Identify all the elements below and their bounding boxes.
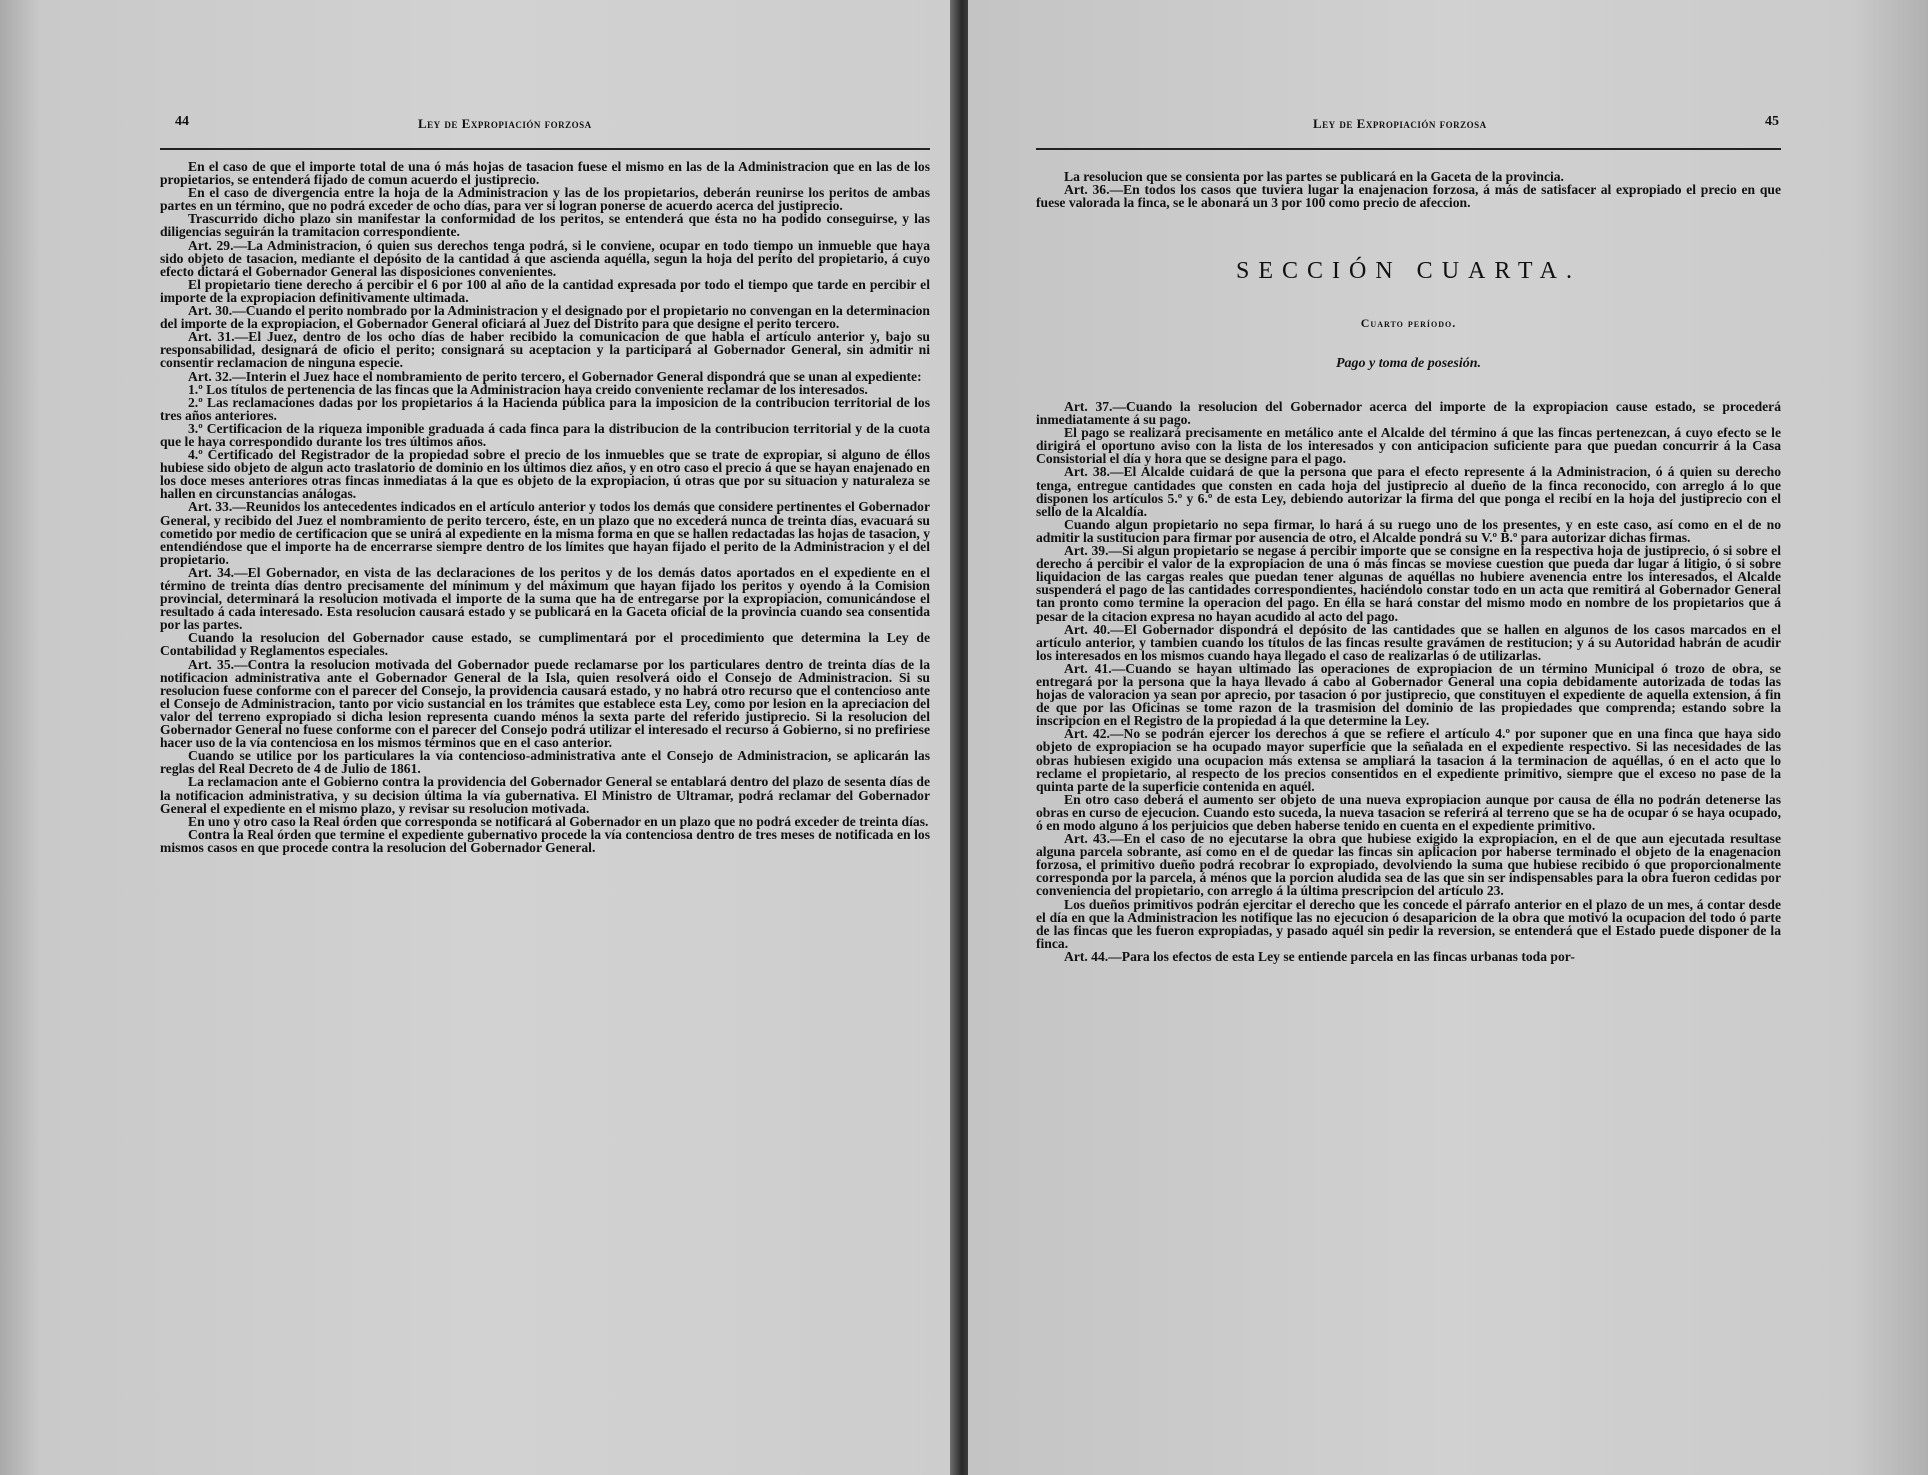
paragraph: 2.º Las reclamaciones dadas por los propietarios á la Hacienda pública para la imposicion de la contribucion territorial de los tres años anteriores. [160, 394, 930, 423]
period-subtitle: Pago y toma de posesión. [1335, 356, 1482, 371]
paragraph: Art. 40.—El Gobernador dispondrá el depósito de las cantidades que se hallen en algunos de los casos marcados en el artículo anterior, y tambien cuando los títulos de las fincas resulte gravámen de restitucion; y á su Autoridad habrán de acudir los interesados en los mismos cuando haya llegado el caso de realizarlas ó de utilizarlas. [1036, 621, 1781, 663]
paragraph: Cuando se utilice por los particulares la vía contencioso-administrativa ante el Consejo de Administracion, se aplicarán las reglas del Real Decreto de 4 de Julio de 1861. [160, 748, 930, 777]
right-body-text [1036, 400, 1781, 963]
paragraph: En el caso de que el importe total de una ó más hojas de tasacion fuese el mismo en las de la Administracion que en las de los propietarios, se entenderá fijado de comun acuerdo el justiprecio. [160, 159, 930, 188]
section-title: SECCIÓN CUARTA. [1236, 258, 1581, 284]
paragraph: El pago se realizará precisamente en metálico ante el Alcalde del término á que las fincas pertenezcan, á cuyo efecto se le dirigirá el oportuno aviso con la lista de los interesados y con anticipacion suficiente para que puedan concurrir á la Casa Consistorial el día y hora que se designe para el pago. [1036, 425, 1781, 467]
paragraph: Trascurrido dicho plazo sin manifestar la conformidad de los peritos, se entenderá que ésta no ha podido conseguirse, y las diligencias seguirán la tramitacion correspondiente. [160, 211, 930, 240]
paragraph: Art. 31.—El Juez, dentro de los ocho días de haber recibido la comunicacion de que habla el artículo anterior y, bajo su responsabilidad, designará de oficio el perito; consignará su aceptacion y la participará al Gobernador General, sin admitir ni consentir reclamacion de ninguna especie. [160, 329, 930, 371]
page-number-left: 44 [175, 114, 189, 129]
paragraph: Cuando la resolucion del Gobernador cause estado, se cumplimentará por el procedimiento que determina la Ley de Contabilidad y Reglamentos especiales. [160, 630, 930, 659]
paragraph: Art. 33.—Reunidos los antecedentes indicados en el artículo anterior y todos los demás que considere pertinentes el Gobernador General, y recibido del Juez el nombramiento de perito tercero, éste, en un plazo que no excederá nunca de treinta días, evacuará su cometido por medio de certificacion que se unirá al expediente en la misma forma en que se hallen redactadas las hojas de tasacion, y entendiéndose que el importe ha de encerrarse siempre dentro de los límites que hayan fijado el perito de la Administracion y el del propietario. [160, 499, 930, 567]
section-heading-block [1036, 258, 1781, 378]
paragraph: Art. 41.—Cuando se hayan ultimado las operaciones de expropiacion de un término Municipal ó trozo de obra, se entregará por la persona que la haya llevado á cabo al Gobernador General una copia debidamente autorizada de todas las hojas de valoracion ya sean por aprecio, por tasacion ó por justiprecio, que constituyen el expediente de aquella extension, á fin de que por las Oficinas se tome razon de la trasmision del dominio de las propiedades que comprenda; estando sobre la inscripcion en el Registro de la propiedad á la que determine la Ley. [1036, 660, 1781, 729]
paragraph: Art. 44.—Para los efectos de esta Ley se entiende parcela en las fincas urbanas toda por- [1064, 948, 1575, 964]
paragraph: En el caso de divergencia entre la hoja de la Administracion y las de los propietarios, deberán reunirse los peritos de ambas partes en un término, que no podrá exceder de ocho días, para ver si logran ponerse de acuerdo acerca del justiprecio. [160, 185, 930, 214]
paragraph: Art. 29.—La Administracion, ó quien sus derechos tenga podrá, si le conviene, ocupar en todo tiempo un inmueble que haya sido objeto de tasacion, mediante el depósito de la cantidad á que ascienda aquélla, segun la hoja del perito del propietario, á cuyo efecto dictará el Gobernador General las disposiciones convenientes. [160, 237, 930, 279]
paragraph: Art. 35.—Contra la resolucion motivada del Gobernador puede reclamarse por los particulares dentro de treinta días de la notificacion administrativa ante el Gobernador General de la Isla, quien resolverá oido el Consejo de Administracion. Si su resolucion fuese conforme con el parecer del Consejo, la providencia causará estado, y no habrá otro recurso que el contencioso ante el Consejo de Administracion, tanto por vicio sustancial en los trámites que establece esta Ley, como por lesion en la apreciacion del valor del terreno expropiado si dicha lesion representa cuando ménos la sexta parte del referido justiprecio. Si la resolucion del Gobernador General no fuese conforme con el parecer del Consejo podrá utilizar el interesado el recurso á Gobierno, si no prefiriese hacer uso de la vía contenciosa en los mismos términos que en el caso anterior. [160, 656, 930, 751]
paragraph: 4.º Certificado del Registrador de la propiedad sobre el precio de los inmuebles que se trate de expropiar, si alguno de éllos hubiese sido objeto de algun acto traslatorio de dominio en los últimos diez años, y en otro caso el precio á que se hayan enajenado en los doce meses anteriores otras fincas inmediatas á la que es objeto de la expropiacion, ú otras que por su situacion y naturaleza se hallen en circunstancias análogas. [160, 447, 930, 502]
paragraph: Art. 32.—Interin el Juez hace el nombramiento de perito tercero, el Gobernador General dispondrá que se unan al expediente: [188, 368, 922, 384]
left-body-text [160, 160, 930, 854]
paragraph: Los dueños primitivos podrán ejercitar el derecho que les concede el párrafo anterior en el plazo de un mes, á contar desde el día en que la Administracion les notifique las no ejecucion ó desaparicion de la obra que motivó la ocupacion del todo ó parte de las fincas que les fueron expropiadas, y pasado aquél sin pedir la reversion, se entenderá que el Estado puede disponer de la finca. [1036, 896, 1781, 951]
paragraph: 1.º Los títulos de pertenencia de las fincas que la Administracion haya creido conveniente reclamar de los interesados. [188, 381, 868, 397]
paragraph: Cuando algun propietario no sepa firmar, lo hará á su ruego uno de los presentes, y en este caso, así como en el de no admitir la sustitucion para firmar por ausencia de otro, el Alcalde pondrá su V.º B.º para autorizar dichas firmas. [1036, 516, 1781, 545]
paragraph: El propietario tiene derecho á percibir el 6 por 100 al año de la cantidad expresada por todo el tiempo que tarde en percibir el importe de la expropiacion definitivamente ultimada. [160, 276, 930, 305]
paragraph: Art. 36.—En todos los casos que tuviera lugar la enajenacion forzosa, á más de satisfacer al expropiado el precio en que fuese valorada la finca, se le abonará un 3 por 100 como precio de afeccion. [1036, 182, 1781, 211]
right-page [968, 0, 1928, 1475]
paragraph: Art. 39.—Si algun propietario se negase á percibir importe que se consigne en la respectiva hoja de justiprecio, ó si sobre el derecho á percibir el valor de la expropiacion de una ó más fincas se moviese cuestion que pueda dar lugar á litigio, ó si sobre liquidacion de las cargas reales que puedan tener algunas de aquéllas no hubiere avenencia entre los interesados, el Alcalde suspenderá el pago de las cantidades correspondientes, haciéndolo constar todo en un acta que remitirá al Gobernador General tan pronto como termine la operacion del pago. En élla se hará constar del mismo modo en nombre de los propietarios que á pesar de la citacion expresa no hayan acudido al acto del pago. [1036, 543, 1781, 624]
paragraph: Art. 34.—El Gobernador, en vista de las declaraciones de los peritos y de los demás datos aportados en el expediente en el término de treinta días dentro precisamente del mínimum y del máximum que hayan fijado los peritos y oyendo á la Comision provincial, determinará la resolucion motivada el importe de la suma que ha de entregarse por la expropiacion, comunicándose el resultado á cada interesado. Esta resolucion causará estado y se publicará en la Gaceta oficial de la provincia cuando sea consentida por las partes. [160, 564, 930, 633]
period-title: Cuarto período. [1360, 316, 1457, 330]
paragraph: En otro caso deberá el aumento ser objeto de una nueva expropiacion aunque por causa de élla no podrán detenerse las obras en curso de ejecucion. Cuando esto suceda, la nueva tasacion se referirá al terreno que se ha de ocupar ó se haya ocupado, ó en modo alguno á los perjuicios que deben haberse tenido en cuenta en el expediente primitivo. [1036, 791, 1781, 833]
paragraph: La reclamacion ante el Gobierno contra la providencia del Gobernador General se entablará dentro del plazo de sesenta días de la notificacion administrativa, y su decision última la vía gubernativa. El Ministro de Ultramar, podrá reclamar del Gobernador General el expediente en el mismo plazo, y revisar su resolucion motivada. [160, 774, 930, 816]
paragraph: Art. 37.—Cuando la resolucion del Gobernador acerca del importe de la expropiacion cause estado, se procederá inmediatamente á su pago. [1036, 399, 1781, 428]
paragraph: Contra la Real órden que termine el expediente gubernativo procede la vía contenciosa dentro de tres meses de notificada en los mismos casos en que procede contra la resolucion del Gobernador General. [160, 826, 930, 855]
paragraph: Art. 38.—El Alcalde cuidará de que la persona que para el efecto represente á la Administracion, ó á quien su derecho tenga, entregue cantidades que consten en cada hoja del justiprecio al dueño de la finca reconocido, con arreglo á lo que disponen los artículos 5.º y 6.º de esta Ley, debiendo autorizar la firma del que ponga el recibí en la hoja del justiprecio con el sello de la Alcaldía. [1036, 464, 1781, 519]
left-page [0, 0, 958, 1475]
page-number-right: 45 [1765, 114, 1779, 129]
running-head-left: Ley de Expropiación forzosa [418, 116, 592, 131]
paragraph: 3.º Certificacion de la riqueza imponible graduada á cada finca para la distribucion de la contribucion territorial y de la cuota que le haya correspondido durante los tres últimos años. [160, 420, 930, 449]
paragraph: Art. 30.—Cuando el perito nombrado por la Administracion y el designado por el propietario no convengan en la determinacion del importe de la expropiacion, el Gobernador General oficiará al Juez del Distrito para que designe el perito tercero. [160, 303, 930, 332]
header-rule-left [160, 148, 930, 150]
running-head-right: Ley de Expropiación forzosa [1313, 116, 1487, 131]
paragraph: En uno y otro caso la Real órden que corresponda se notificará al Gobernador en un plazo que no podrá exceder de treinta días. [188, 813, 929, 829]
header-rule-right [1036, 148, 1781, 150]
right-intro-text [1036, 170, 1781, 209]
paragraph: La resolucion que se consienta por las partes se publicará en la Gaceta de la provincia. [1064, 169, 1564, 184]
paragraph: Art. 43.—En el caso de no ejecutarse la obra que hubiese exigido la expropiacion, en el de que aun ejecutada resultase alguna parcela sobrante, así como en el de quedar las fincas sin aplicacion por haberse terminado el objeto de la enagenacion forzosa, el primitivo dueño podrá recobrar lo expropiado, devolviendo la suma que hubiese recibido ó que proporcionalmente corresponda por la parcela, á ménos que la porcion aludida sea de las que sin ser indispensables para la obra fueron cedidas por conveniencia del propietario, con arreglo á la última prescripcion del artículo 23. [1036, 831, 1781, 899]
paragraph: Art. 42.—No se podrán ejercer los derechos á que se refiere el artículo 4.º por suponer que en una finca que haya sido objeto de expropiacion se ha ocupado mayor superficie que la señalada en el expediente respectivo. Si las necesidades de las obras hubiesen exigido una ocupacion más extensa se ampliará la tasacion á la terminacion de aquéllas, ó en el acto que lo reclame el propietario, al respecto de los precios consentidos en el expediente primitivo, siempre que el exceso no pase de la quinta parte de la superficie contenida en aquél. [1036, 726, 1781, 794]
